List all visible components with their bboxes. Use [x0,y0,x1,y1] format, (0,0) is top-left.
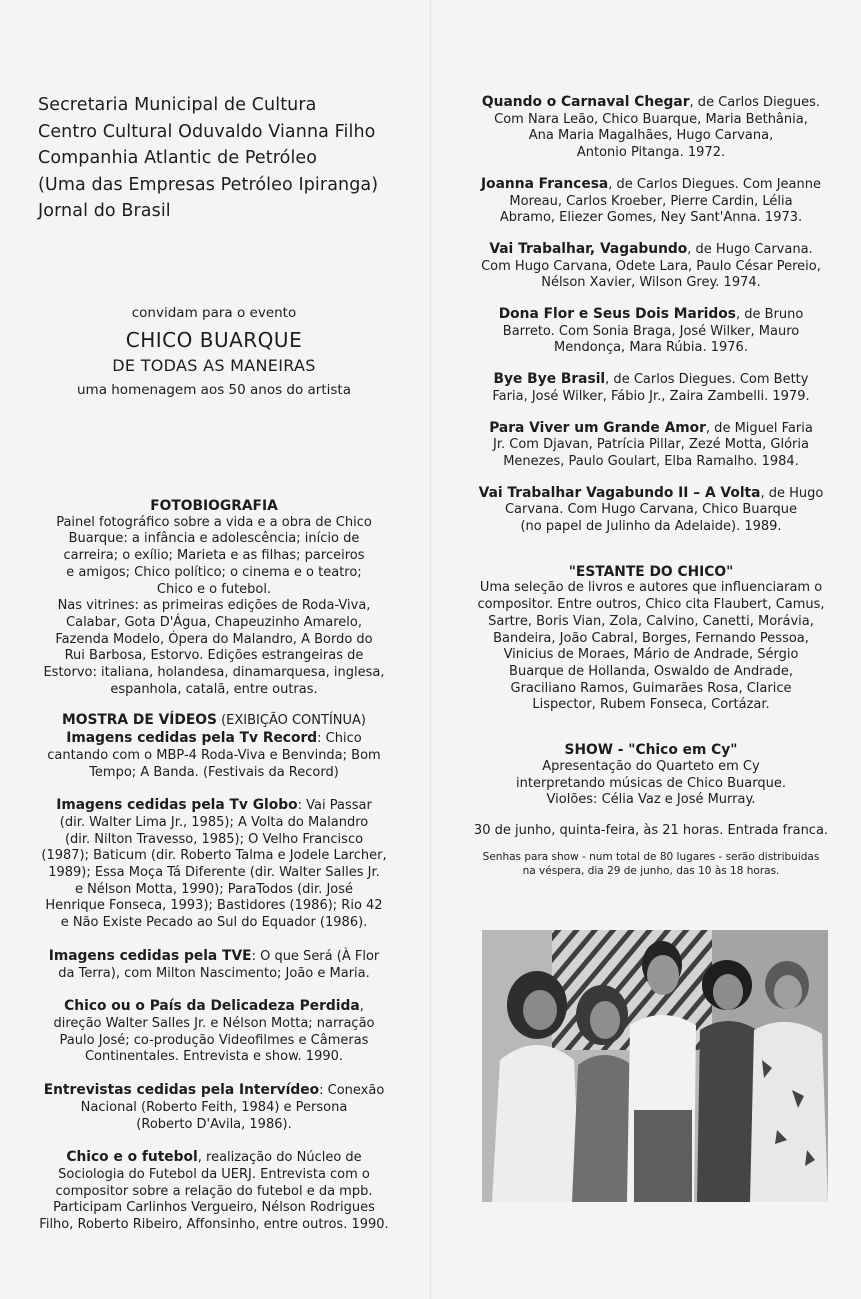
film-title: Vai Trabalhar Vagabundo II – A Volta [478,484,761,501]
text-line: Com Hugo Carvana, Odete Lara, Paulo César Pereio, [481,258,821,274]
tve-entry [30,948,398,982]
text-line: Antonio Pitanga. 1972. [576,145,726,161]
invitation [38,304,390,401]
film-title: Quando o Carnaval Chegar [481,94,690,110]
text-line: Tempo; A Banda. (Festivais da Record) [89,764,339,780]
text-line: (dir. Walter Lima Jr., 1985); A Volta do Malandro [59,814,369,830]
text-line: : Chico [317,731,362,747]
estante-heading: "ESTANTE DO CHICO" [568,563,734,580]
photo-illustration [482,930,828,1202]
film-title: Bye Bye Brasil [493,371,606,388]
text-line: cantando com o MBP-4 Roda-Viva e Benvinda; Bom [47,747,381,763]
sponsor-line: Centro Cultural Oduvaldo Vianna Filho [38,121,376,142]
text-line: carreira; o exílio; Marieta e as filhas; parceiros [63,548,365,564]
right-column [470,94,832,878]
sponsor-list [38,92,418,225]
text-line: 1989); Essa Moça Tá Diferente (dir. Walter Salles Jr. [48,865,380,881]
text-line: Calabar, Gota D'Água, Chapeuzinho Amarelo, [66,614,362,630]
text-line: Estorvo: italiana, holandesa, dinamarquesa, inglesa, [43,665,385,681]
text-line: Com Nara Leão, Chico Buarque, Maria Bethânia, [494,111,808,127]
text-line: (no papel de Julinho da Adelaide). 1989. [520,519,782,535]
fotobiografia-heading: FOTOBIOGRAFIA [150,498,278,514]
text-line: Paulo José; co-produção Videofilmes e Câmeras [59,1032,369,1048]
text-line: , de Carlos Diegues. Com Betty [605,372,809,388]
film-title: Joanna Francesa [481,175,609,192]
film-entry [470,485,832,536]
text-line: Chico e o futebol. [156,581,272,597]
text-line: direção Walter Salles Jr. e Nélson Motta; narração [53,1015,375,1031]
text-line: Barreto. Com Sonia Braga, José Wilker, Mauro [502,323,800,339]
futebol-heading: Chico e o futebol [66,1149,198,1166]
futebol-entry [30,1149,398,1234]
text-line: na véspera, dia 29 de junho, das 10 às 18 horas. [522,864,780,877]
text-line: Jr. Com Djavan, Patrícia Pillar, Zezé Motta, Glória [493,437,809,453]
text-line: Buarque: a infância e adolescência; início de [68,531,360,547]
text-line: Bandeira, João Cabral, Borges, Fernando Pessoa, [493,630,809,646]
text-line: (Roberto D'Avila, 1986). [136,1116,292,1132]
sponsor-line: Jornal do Brasil [38,201,171,221]
film-entry [470,306,832,357]
tve-heading: Imagens cedidas pela TVE [48,947,252,964]
text-line: Sociologia do Futebol da UERJ. Entrevista com o [58,1166,370,1182]
sponsor-line: Secretaria Municipal de Cultura [38,95,317,115]
text-line: (dir. Nilton Travesso, 1985); O Velho Francisco [64,831,364,847]
group-photo [482,930,828,1202]
text-line: interpretando músicas de Chico Buarque. [516,775,786,791]
text-line: , de Hugo [760,485,824,501]
text-line: , de Carlos Diegues. [689,95,821,110]
intervideo-heading: Entrevistas cedidas pela Intervídeo [43,1082,320,1099]
page-fold [430,0,431,1299]
text-line: (1987); Baticum (dir. Roberto Talma e Jodele Larcher, [41,848,387,864]
film-entry [470,94,832,162]
text-line: Lispector, Rubem Fonseca, Cortázar. [532,697,770,713]
text-line: da Terra), com Milton Nascimento; João e Maria. [58,965,370,981]
text-line: , de Miguel Faria [705,420,813,436]
mostra-note: (EXIBIÇÃO CONTÍNUA) [221,713,366,729]
text-line: Sartre, Boris Vian, Zola, Calvino, Canetti, Morávia, [488,613,814,629]
text-line: Graciliano Ramos, Guimarães Rosa, Clarice [510,680,792,696]
text-line: Apresentação do Quarteto em Cy [542,758,760,774]
text-line: Buarque de Hollanda, Oswaldo de Andrade, [509,663,793,679]
text-line: : Vai Passar [297,798,372,814]
film-entry [470,420,832,471]
text-line: : O que Será (À Flor [251,948,380,964]
text-line: Henrique Fonseca, 1993); Bastidores (1986); Rio 42 [45,898,383,914]
globo-heading: Imagens cedidas pela Tv Globo [56,797,298,814]
text-line: Nas vitrines: as primeiras edições de Roda-Viva, [57,598,371,614]
show-heading: SHOW - "Chico em Cy" [564,742,738,759]
fotobiografia-text [30,515,398,699]
mostra-title: MOSTRA DE VÍDEOS [62,712,217,729]
text-line: Vinicius de Moraes, Mário de Andrade, Sérgio [503,647,799,663]
show-text [470,759,832,809]
senhas-note [470,850,832,878]
pais-entry [30,998,398,1066]
text-line: , de Carlos Diegues. Com Jeanne [608,176,821,192]
event-tagline: uma homenagem aos 50 anos do artista [76,382,351,398]
show-date: 30 de junho, quinta-feira, às 21 horas. Entrada franca. [473,822,829,838]
text-line: espanhola, catalã, entre outras. [110,681,318,697]
text-line: : Conexão [319,1083,385,1099]
sponsor-line: (Uma das Empresas Petróleo Ipiranga) [38,174,379,195]
text-line: Painel fotográfico sobre a vida e a obra de Chico [56,514,372,530]
film-entry [470,176,832,227]
text-line: compositor. Entre outros, Chico cita Flaubert, Camus, [477,597,825,613]
text-line: Fazenda Modelo, Ópera do Malandro, A Bordo do [55,631,373,647]
intervideo-entry [30,1082,398,1133]
mostra-heading [30,712,398,730]
text-line: Mendonça, Mara Rúbia. 1976. [554,340,748,356]
text-line: Uma seleção de livros e autores que influenciaram o [479,580,823,596]
text-line: Ana Maria Magalhães, Hugo Carvana, [528,128,774,144]
record-heading: Imagens cedidas pela Tv Record [66,730,318,747]
text-line: Nacional (Roberto Feith, 1984) e Persona [80,1099,348,1115]
text-line: Violões: Célia Vaz e José Murray. [546,792,756,808]
estante-text [470,580,832,714]
text-line: Faria, José Wilker, Fábio Jr., Zaira Zambelli. 1979. [492,388,810,404]
event-title: CHICO BUARQUE [125,328,303,352]
text-line: Participam Carlinhos Vergueiro, Nélson Rodrigues [53,1200,375,1216]
invite-intro: convidam para o evento [131,305,297,321]
text-line: Rui Barbosa, Estorvo. Edições estrangeiras de [64,648,364,664]
pais-heading: Chico ou o País da Delicadeza Perdida [64,998,360,1015]
event-subtitle: DE TODAS AS MANEIRAS [112,356,316,375]
text-line: Moreau, Carlos Kroeber, Pierre Cardin, Lélia [509,193,793,209]
text-line: Menezes, Paulo Goulart, Elba Ramalho. 1984. [503,453,799,469]
globo-entry [30,797,398,932]
film-entry [470,371,832,405]
text-line: Abramo, Eliezer Gomes, Ney Sant'Anna. 1973. [499,210,803,226]
text-line: , realização do Núcleo de [197,1150,362,1166]
film-title: Vai Trabalhar, Vagabundo [489,240,688,257]
text-line: Filho, Roberto Ribeiro, Affonsinho, entre outros. 1990. [39,1217,389,1233]
text-line: , de Bruno [735,307,804,323]
text-line: Continentales. Entrevista e show. 1990. [84,1049,344,1065]
text-line: Senhas para show - num total de 80 lugares - serão distribuidas [482,850,820,863]
text-line: , de Hugo Carvana. [687,241,813,257]
film-title: Dona Flor e Seus Dois Maridos [498,306,736,323]
film-entry [470,241,832,292]
left-column [30,498,398,1234]
text-line: compositor sobre a relação do futebol e da mpb. [55,1183,373,1199]
text-line: Carvana. Com Hugo Carvana, Chico Buarque [504,502,798,518]
sponsor-line: Companhia Atlantic de Petróleo [38,148,318,168]
text-line: , [359,999,364,1015]
text-line: Nélson Xavier, Wilson Grey. 1974. [541,275,761,291]
text-line: e Não Existe Pecado ao Sul do Equador (1986). [60,915,368,931]
text-line: e amigos; Chico político; o cinema e o teatro; [66,564,362,580]
record-entry [30,730,398,781]
film-title: Para Viver um Grande Amor [489,419,706,436]
text-line: e Nélson Motta, 1990); ParaTodos (dir. José [74,881,354,897]
